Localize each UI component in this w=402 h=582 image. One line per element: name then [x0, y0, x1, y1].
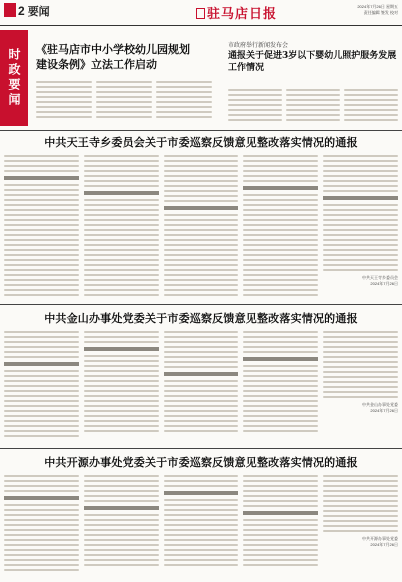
top-kicker-right: 市政府举行新闻发布会 — [228, 42, 289, 49]
signature-date: 2024年7月26日 — [370, 542, 398, 547]
top-story-right-body — [228, 86, 398, 124]
page-number — [4, 3, 50, 19]
masthead — [0, 0, 402, 26]
logo-text: 驻马店日报 — [207, 7, 278, 22]
page-number-text: 2 — [18, 4, 25, 18]
top-news-block — [0, 30, 402, 128]
article-1 — [0, 134, 402, 150]
signature-org: 中共天王寺乡委员会 — [361, 275, 398, 280]
divider — [0, 448, 402, 449]
divider — [0, 130, 402, 131]
article-1-body — [4, 152, 398, 300]
page-marker — [4, 3, 16, 17]
signature — [323, 402, 398, 414]
newspaper-logo — [196, 3, 277, 22]
article-title: 中共金山办事处党委关于市委巡察反馈意见整改落实情况的通报 — [44, 312, 358, 325]
issue-meta — [288, 4, 398, 16]
top-headline-right: 通报关于促进3岁以下婴幼儿照护服务发展工作情况 — [228, 51, 397, 73]
article-2 — [0, 310, 402, 326]
top-headline-left: 《驻马店市中小学校幼儿园规划建设条例》立法工作启动 — [36, 43, 190, 71]
signature-date: 2024年7月26日 — [370, 281, 398, 286]
article-2-body — [4, 328, 398, 442]
signature-date: 2024年7月26日 — [370, 408, 398, 413]
article-3 — [0, 454, 402, 470]
top-story-left-body — [36, 78, 212, 121]
signature-org: 中共金山办事处党委 — [361, 402, 398, 407]
article-title: 中共开源办事处党委关于市委巡察反馈意见整改落实情况的通报 — [44, 456, 358, 469]
article-title: 中共天王寺乡委员会关于市委巡察反馈意见整改落实情况的通报 — [44, 136, 358, 149]
meta-line: 2024年7月26日 星期五 — [357, 4, 398, 9]
signature — [323, 536, 398, 548]
meta-line: 责任编辑 签发 校对 — [363, 10, 398, 15]
signature-org: 中共开源办事处党委 — [361, 536, 398, 541]
logo-mark-icon — [196, 8, 205, 19]
politics-badge: 时政要闻 — [0, 30, 28, 126]
article-3-body — [4, 472, 398, 578]
section-name: 要闻 — [27, 6, 50, 18]
signature — [323, 275, 398, 287]
divider — [0, 304, 402, 305]
